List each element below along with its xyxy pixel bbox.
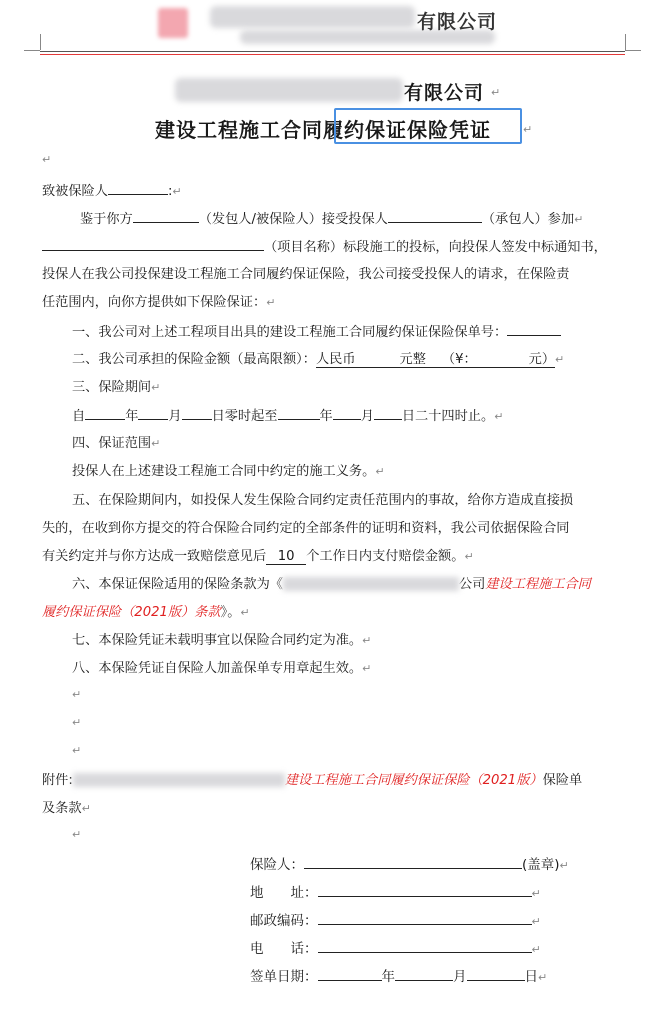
- logo-redacted: [158, 8, 188, 38]
- paragraph-mark: ↵: [72, 716, 82, 729]
- address-line: [250, 881, 541, 901]
- item-6-line-1: [72, 573, 591, 592]
- addressee-label: 致被保险人: [42, 184, 108, 199]
- text: 及条款: [42, 801, 82, 816]
- company-redacted: [73, 773, 285, 787]
- paragraph-mark: ↵: [240, 606, 250, 619]
- text: 四、保证范围: [72, 436, 152, 451]
- attachment-red: 建设工程施工合同履约保证保险（2021版）: [284, 773, 543, 788]
- addressee-colon: :: [167, 184, 173, 199]
- attachment-line-1: [42, 769, 582, 788]
- item-7: [72, 629, 371, 648]
- paragraph-mark: ↵: [523, 123, 533, 136]
- insurer-label: 保险人：: [250, 857, 304, 873]
- intro-line-4: [42, 291, 275, 310]
- project-name-blank[interactable]: [42, 235, 264, 251]
- blank-field[interactable]: [374, 404, 402, 420]
- text: 月: [453, 969, 467, 985]
- blank-field[interactable]: [278, 404, 320, 420]
- address-label: 地 址：: [250, 885, 318, 901]
- paragraph-mark: ↵: [464, 550, 474, 563]
- text: 元整: [399, 352, 426, 367]
- month-blank[interactable]: [395, 965, 453, 981]
- text: （发包人/被保险人）接受投保人: [198, 212, 388, 227]
- postcode-label: 邮政编码：: [250, 913, 318, 929]
- text: 六、本保证保险适用的保险条款为《: [72, 577, 283, 592]
- blank-field[interactable]: [333, 404, 361, 420]
- year-blank[interactable]: [318, 965, 382, 981]
- text: （¥：: [441, 352, 477, 367]
- crop-mark: [40, 34, 41, 50]
- amount-underlined: [316, 352, 555, 368]
- day-blank[interactable]: [467, 965, 525, 981]
- text: （项目名称）标段施工的投标，向投保人签发中标通知书，: [264, 240, 607, 255]
- item-5-line-3: [42, 545, 474, 565]
- paragraph-mark: ↵: [172, 185, 182, 198]
- text: 》。: [220, 605, 241, 620]
- paragraph-mark: ↵: [72, 744, 82, 757]
- text: 鉴于你方: [80, 212, 133, 227]
- paragraph-mark: ↵: [151, 437, 161, 450]
- text: 人民币: [315, 352, 356, 367]
- text: 年: [381, 969, 395, 985]
- header-company-suffix: 有限公司: [417, 11, 498, 33]
- paragraph-mark: ↵: [81, 802, 91, 815]
- item-4: [72, 432, 160, 451]
- text: 任范围内，向你方提供如下保险保证：: [42, 295, 267, 310]
- paragraph-mark: ↵: [266, 296, 276, 309]
- text: 公司: [459, 577, 486, 592]
- company-name-redacted: [175, 78, 403, 102]
- paragraph-mark: ↵: [491, 86, 501, 99]
- crop-mark: [625, 50, 641, 51]
- phone-line: [250, 937, 541, 957]
- text: 八、本保险凭证自保险人加盖保单专用章起生效。: [72, 661, 363, 676]
- policy-number-blank[interactable]: [507, 320, 561, 336]
- header-divider: [40, 51, 625, 52]
- phone-label: 电 话：: [250, 941, 318, 957]
- insurer-line: [250, 853, 569, 873]
- postcode-blank[interactable]: [318, 909, 532, 925]
- paragraph-mark: ↵: [574, 213, 584, 226]
- paragraph-mark: ↵: [72, 688, 82, 701]
- text: 月: [360, 409, 374, 424]
- paragraph-mark: ↵: [538, 971, 548, 984]
- sign-date-line: [250, 965, 547, 985]
- item-2: [72, 348, 564, 367]
- item-6-line-2: [42, 601, 250, 620]
- address-blank[interactable]: [318, 881, 532, 897]
- paragraph-mark: ↵: [42, 153, 52, 166]
- company-redacted: [283, 577, 459, 591]
- clause-name-red: 履约保证保险（2021版）条款: [42, 605, 221, 620]
- paragraph-mark: ↵: [72, 828, 82, 841]
- header-company-redacted: [210, 6, 415, 28]
- item-5-line-2: 失的，在收到你方提交的符合保险合同约定的全部条件的证明和资料，我公司依据保险合同: [42, 521, 570, 536]
- paragraph-mark: ↵: [362, 634, 372, 647]
- intro-line-1: [80, 207, 583, 227]
- insurer-blank[interactable]: [304, 853, 522, 869]
- text: 日零时起至: [211, 409, 278, 424]
- blank-field[interactable]: [388, 207, 482, 223]
- intro-line-2: [42, 235, 607, 255]
- paragraph-mark: ↵: [531, 915, 541, 928]
- phone-blank[interactable]: [318, 937, 532, 953]
- text: 日二十四时止。: [401, 409, 495, 424]
- postcode-line: [250, 909, 541, 929]
- paragraph-mark: ↵: [531, 943, 541, 956]
- text: 日: [524, 969, 538, 985]
- doc-title-prefix: 建设工程施工合同: [155, 118, 323, 142]
- blank-field[interactable]: [133, 207, 199, 223]
- blank-field[interactable]: [182, 404, 212, 420]
- text: 元）: [528, 352, 556, 367]
- text: 自: [72, 409, 86, 424]
- sign-date-label: 签单日期：: [250, 969, 318, 985]
- text: 年: [319, 409, 333, 424]
- item-3: [72, 376, 160, 395]
- text: 个工作日内支付赔偿金额。: [306, 549, 465, 564]
- blank-field[interactable]: [85, 404, 125, 420]
- intro-line-3: 投保人在我公司投保建设工程施工合同履约保证保险，我公司接受投保人的请求，在保险责: [42, 267, 570, 282]
- text: 保险单: [542, 773, 583, 788]
- company-suffix: 有限公司: [404, 82, 485, 104]
- attachment-label: 附件:: [42, 773, 73, 788]
- text: 有关约定并与你方达成一致赔偿意见后: [42, 549, 267, 564]
- item-5-line-1: 五、在保险期间内，如投保人发生保险合同约定责任范围内的事故，给你方造成直接损: [72, 493, 574, 508]
- paragraph-mark: ↵: [375, 465, 385, 478]
- addressee-line: [42, 179, 182, 199]
- paragraph-mark: ↵: [531, 887, 541, 900]
- paragraph-mark: ↵: [362, 662, 372, 675]
- paragraph-mark: ↵: [151, 381, 161, 394]
- payment-days: 10: [266, 549, 306, 565]
- item-8: [72, 657, 371, 676]
- item-3-period: [72, 404, 503, 424]
- blank-field[interactable]: [138, 404, 168, 420]
- item-1: [72, 320, 561, 340]
- paragraph-mark: ↵: [494, 410, 504, 423]
- crop-mark: [625, 34, 626, 50]
- text: 七、本保险凭证未载明事宜以保险合同约定为准。: [72, 633, 363, 648]
- stamp-label: (盖章): [522, 857, 560, 873]
- item-4-body: [72, 460, 385, 479]
- text: （承包人）参加: [481, 212, 575, 227]
- header-red-divider: [40, 54, 625, 55]
- doc-title-selected[interactable]: 履约保证保险凭证: [323, 118, 491, 142]
- text: 一、我公司对上述工程项目出具的建设工程施工合同履约保证保险保单号：: [72, 325, 508, 340]
- text: 月: [168, 409, 182, 424]
- clause-name-red: 建设工程施工合同: [485, 577, 591, 592]
- attachment-line-2: [42, 797, 91, 816]
- text: 二、我公司承担的保险金额（最高限额）：: [72, 352, 316, 367]
- paragraph-mark: ↵: [555, 353, 565, 366]
- text: 投保人在上述建设工程施工合同中约定的施工义务。: [72, 464, 376, 479]
- text-selection-box[interactable]: [334, 108, 522, 144]
- crop-mark: [24, 50, 40, 51]
- blank-field[interactable]: [108, 179, 168, 195]
- text: 三、保险期间: [72, 380, 152, 395]
- paragraph-mark: ↵: [559, 859, 569, 872]
- text: 年: [125, 409, 139, 424]
